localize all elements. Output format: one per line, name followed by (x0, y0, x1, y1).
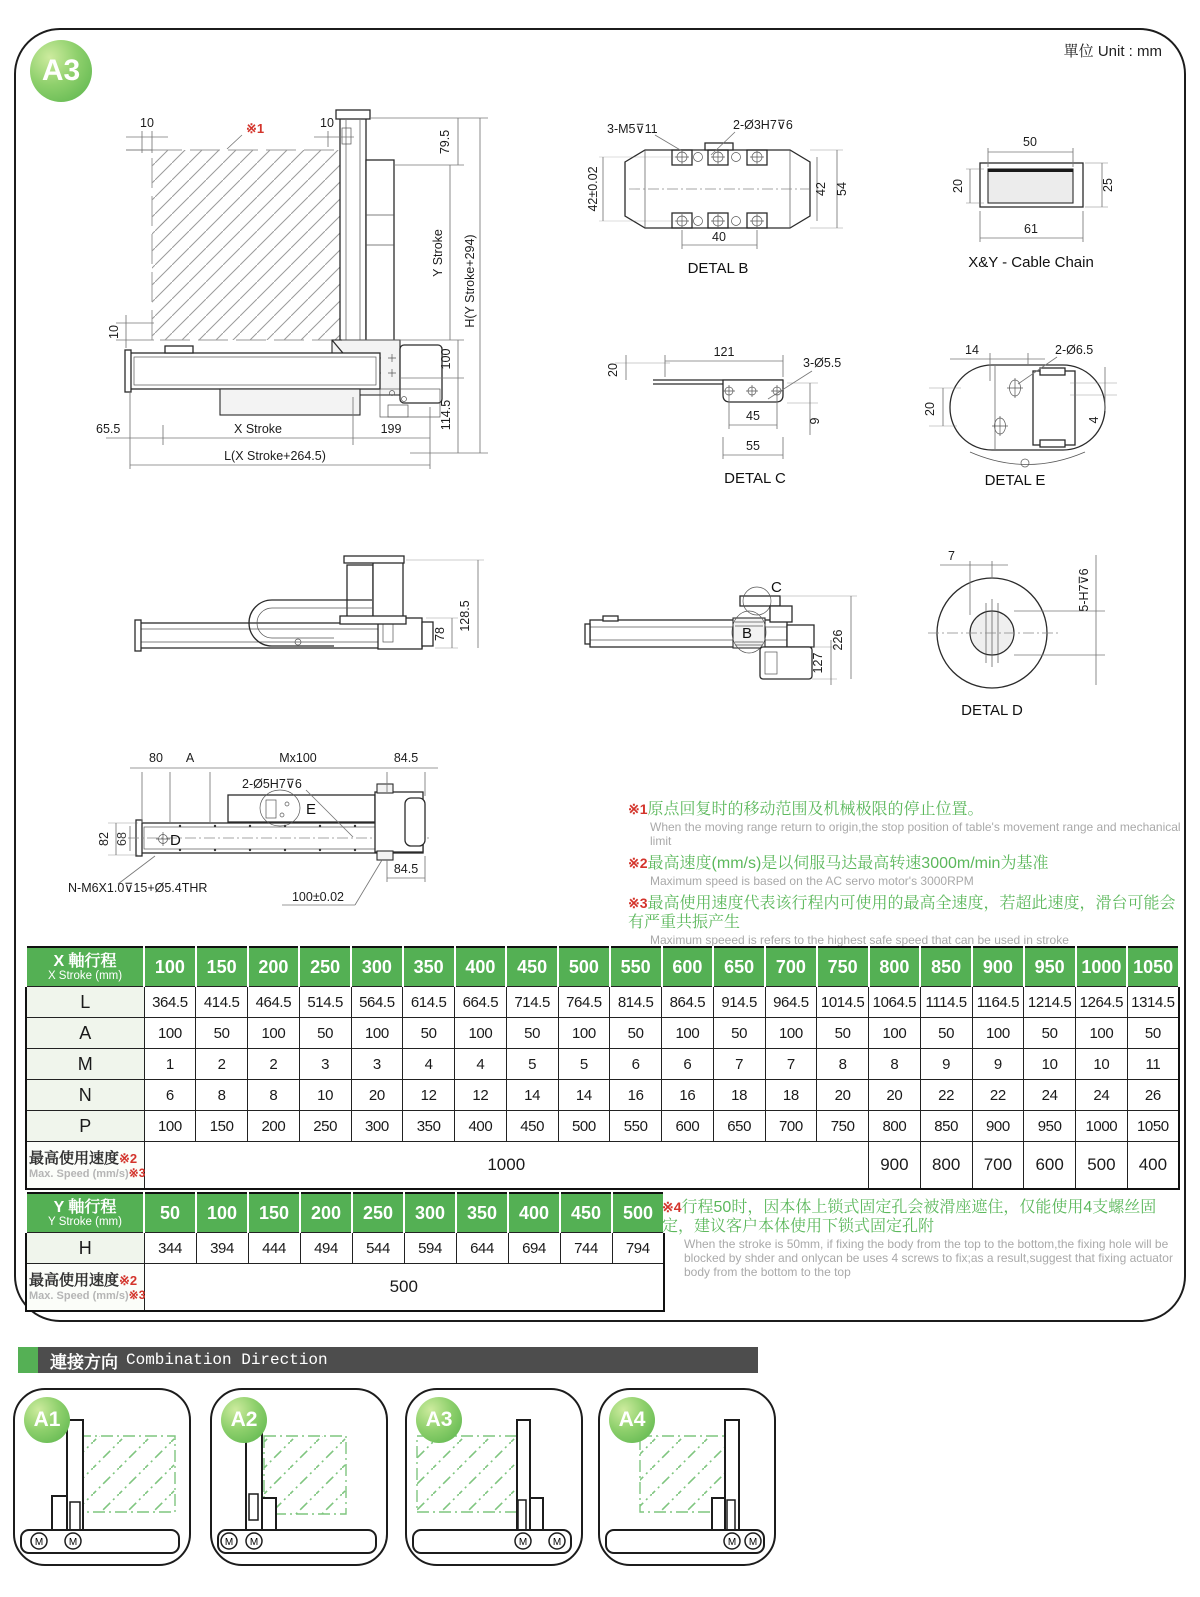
y-column-header: 100 (196, 1193, 248, 1233)
x-cell: 550 (610, 1111, 662, 1142)
x-cell: 750 (817, 1111, 869, 1142)
motor-m-label: M (748, 1537, 758, 1548)
note2-marker: ※2 (119, 1151, 138, 1166)
x-cell: 800 (869, 1111, 921, 1142)
detail-c-dim-121: 121 (713, 345, 735, 359)
x-max-speed-label (26, 1142, 144, 1190)
detail-c-dim-55: 55 (746, 439, 760, 453)
x-cell: 1014.5 (817, 987, 869, 1018)
dim-68: 68 (115, 832, 129, 846)
balloon-e-label: E (306, 801, 317, 818)
x-cell: 50 (506, 1018, 558, 1049)
y-column-header: 500 (612, 1193, 664, 1233)
y-stroke-header-en: Y Stroke (mm) (48, 1215, 122, 1228)
x-cell: 5 (506, 1049, 558, 1080)
x-cell: 24 (1024, 1080, 1076, 1111)
y-max-speed-label (26, 1264, 144, 1312)
x-cell: 1264.5 (1076, 987, 1128, 1018)
x-column-header: 900 (972, 947, 1024, 987)
front-view-drawing (70, 95, 520, 475)
dim-65-5: 65.5 (96, 422, 121, 436)
dim-10-left: 10 (107, 325, 121, 339)
x-cell: 50 (403, 1018, 455, 1049)
x-stroke-header-zh: X 軸行程 (53, 952, 117, 970)
x-max-speed-cell: 800 (920, 1142, 972, 1190)
x-cell: 2 (248, 1049, 300, 1080)
side-b-dim-127: 127 (811, 652, 825, 674)
x-cell: 12 (403, 1080, 455, 1111)
x-cell: 100 (1076, 1018, 1128, 1049)
note-1-en: When the moving range return to origin,the stop position of table's movement range and mechanical limit (650, 820, 1181, 848)
x-cell: 50 (610, 1018, 662, 1049)
top-view-drawing (60, 720, 490, 915)
x-max-speed-cell: 600 (1024, 1142, 1076, 1190)
x-column-header: 400 (455, 947, 507, 987)
x-cell: 850 (920, 1111, 972, 1142)
x-cell: 500 (558, 1111, 610, 1142)
panel-a3-badge: A3 (416, 1397, 462, 1443)
x-cell: 1164.5 (972, 987, 1024, 1018)
x-cell: 22 (972, 1080, 1024, 1111)
chain-dim-61: 61 (1024, 222, 1038, 236)
y-cell: 794 (612, 1233, 664, 1264)
side-view-b-drawing (575, 540, 895, 740)
x-column-header: 850 (920, 947, 972, 987)
chain-dim-20: 20 (951, 179, 965, 193)
x-cell: 100 (248, 1018, 300, 1049)
x-cell: 24 (1076, 1080, 1128, 1111)
x-cell: 2 (196, 1049, 248, 1080)
x-cell: 1000 (1076, 1111, 1128, 1142)
dim-10-top: 10 (140, 116, 154, 130)
x-row-label: P (26, 1111, 144, 1142)
x-cell: 16 (662, 1080, 714, 1111)
x-column-header: 600 (662, 947, 714, 987)
note3-marker: ※3 (128, 1166, 146, 1180)
x-max-speed-label-en: Max. Speed (mm/s)※3 (29, 1166, 146, 1180)
x-cell: 100 (972, 1018, 1024, 1049)
detail-c-holes-label: 3-Ø5.5 (803, 356, 842, 370)
x-column-header: 300 (351, 947, 403, 987)
note-2-zh: ※2最高速度(mm/s)是以伺服马达最高转速3000m/min为基准 (628, 855, 1049, 872)
y-cell: 344 (144, 1233, 196, 1264)
header-green-square (18, 1347, 38, 1373)
note3-marker: ※3 (128, 1288, 146, 1302)
motor-m-label: M (727, 1537, 737, 1548)
x-cell: 1114.5 (920, 987, 972, 1018)
x-max-speed-cell: 900 (869, 1142, 921, 1190)
x-max-speed-cell: 700 (972, 1142, 1024, 1190)
x-max-speed-merged: 1000 (144, 1142, 869, 1190)
balloon-d-label: D (170, 832, 181, 849)
x-cell: 14 (506, 1080, 558, 1111)
side-a-dim-78: 78 (433, 627, 447, 641)
x-cell: 8 (248, 1080, 300, 1111)
x-cell: 50 (196, 1018, 248, 1049)
x-cell: 100 (351, 1018, 403, 1049)
combination-title-en: Combination Direction (126, 1351, 328, 1369)
chain-dim-50: 50 (1023, 135, 1037, 149)
x-cell: 3 (351, 1049, 403, 1080)
y-max-speed-label-zh: 最高使用速度※2 (29, 1272, 138, 1289)
x-cell: 100 (144, 1111, 196, 1142)
x-cell: 6 (144, 1080, 196, 1111)
note-3-en: Maximum speeed is refers to the highest safe speed that can be used in stroke (650, 933, 1069, 947)
x-cell: 814.5 (610, 987, 662, 1018)
x-cell: 6 (662, 1049, 714, 1080)
x-cell: 664.5 (455, 987, 507, 1018)
dim-100-tol: 100±0.02 (291, 890, 345, 904)
panel-a1-badge: A1 (24, 1397, 70, 1443)
x-cell: 20 (351, 1080, 403, 1111)
y-stroke-header-zh: Y 軸行程 (53, 1198, 117, 1216)
note2-marker: ※2 (119, 1273, 138, 1288)
x-column-header: 150 (196, 947, 248, 987)
dim-79-5: 79.5 (438, 129, 452, 155)
detail-b-dowel-label: 2-Ø3H7⊽6 (733, 118, 793, 132)
y-max-speed-merged: 500 (144, 1264, 664, 1312)
x-column-header: 800 (869, 947, 921, 987)
x-cell: 14 (558, 1080, 610, 1111)
note-4-block (662, 1198, 1184, 1285)
x-cell: 9 (972, 1049, 1024, 1080)
x-cell: 11 (1127, 1049, 1179, 1080)
x-cell: 10 (1076, 1049, 1128, 1080)
note-4-zh: ※4行程50时，因本体上锁式固定孔会被滑座遮住，仅能使用4支螺丝固定，建议客户本体使用下锁式固定孔附 (662, 1199, 1157, 1235)
detail-c-dim-20: 20 (606, 363, 620, 377)
x-cell: 700 (765, 1111, 817, 1142)
detail-e-drawing (905, 325, 1185, 490)
x-cell: 100 (765, 1018, 817, 1049)
x-stroke-header-en: X Stroke (mm) (47, 969, 123, 982)
combination-title-zh: 連接方向 (50, 1352, 118, 1372)
y-cell: 744 (560, 1233, 612, 1264)
detail-e-dim-14: 14 (965, 343, 979, 357)
motor-m-label: M (518, 1537, 528, 1548)
motor-m-label: M (224, 1537, 234, 1548)
x-cell: 1314.5 (1127, 987, 1179, 1018)
notes-block (628, 800, 1186, 953)
x-cell: 3 (299, 1049, 351, 1080)
x-cell: 100 (455, 1018, 507, 1049)
y-cell: 394 (196, 1233, 248, 1264)
y-stroke-label: Y Stroke (431, 229, 445, 277)
y-cell: 544 (352, 1233, 404, 1264)
side-a-dim-128-5: 128.5 (458, 600, 472, 632)
x-cell: 50 (817, 1018, 869, 1049)
detail-b-drawing (585, 105, 855, 280)
x-cell: 150 (196, 1111, 248, 1142)
x-cell: 350 (403, 1111, 455, 1142)
dim-84-5-bottom: 84.5 (393, 862, 419, 876)
dim-80: 80 (149, 751, 163, 765)
dim-199: 199 (380, 422, 402, 436)
note-3-marker: ※3 (628, 895, 648, 911)
panel-a2-badge: A2 (221, 1397, 267, 1443)
y-cell: 594 (404, 1233, 456, 1264)
x-cell: 100 (662, 1018, 714, 1049)
x-max-speed-cell: 400 (1127, 1142, 1179, 1190)
combination-panel-a3 (405, 1388, 583, 1566)
x-cell: 12 (455, 1080, 507, 1111)
y-cell: 694 (508, 1233, 560, 1264)
x-row-label: A (26, 1018, 144, 1049)
y-column-header: 300 (404, 1193, 456, 1233)
combination-panel-a4 (598, 1388, 776, 1566)
x-column-header: 950 (1024, 947, 1076, 987)
x-cell: 100 (869, 1018, 921, 1049)
x-stroke-label: X Stroke (234, 422, 282, 436)
y-stroke-table (25, 1192, 665, 1312)
side-b-dim-226: 226 (831, 629, 845, 651)
top-view-dowel-label: 2-Ø5H7⊽6 (242, 777, 302, 791)
x-cell: 9 (920, 1049, 972, 1080)
chain-dim-25: 25 (1101, 178, 1115, 192)
x-cell: 8 (196, 1080, 248, 1111)
x-cell: 16 (610, 1080, 662, 1111)
x-cell: 950 (1024, 1111, 1076, 1142)
combination-panel-a2 (210, 1388, 388, 1566)
balloon-b-label: B (742, 625, 753, 642)
y-stroke-header (26, 1193, 144, 1233)
x-column-header: 450 (506, 947, 558, 987)
x-cell: 50 (299, 1018, 351, 1049)
detail-e-caption: DETAL E (984, 472, 1046, 489)
dim-40: 40 (712, 230, 726, 244)
y-max-speed-label-en: Max. Speed (mm/s)※3 (29, 1288, 146, 1302)
note-4-en: When the stroke is 50mm, if fixing the body from the top to the bottom,the fixing hole will be blocked by shder and onlycan be uses 4 screws to fix;as a result,suggest that fixing actuator body from the bottom to the top (684, 1237, 1173, 1279)
note-2-en: Maximum speed is based on the AC servo motor's 3000RPM (650, 874, 974, 888)
x-column-header: 1050 (1127, 947, 1179, 987)
detail-d-holes-label: 5-H7⊽6 (1077, 568, 1091, 612)
x-column-header: 100 (144, 947, 196, 987)
x-max-speed-cell: 500 (1076, 1142, 1128, 1190)
detail-c-dim-9: 9 (808, 417, 822, 425)
x-cell: 600 (662, 1111, 714, 1142)
x-cell: 22 (920, 1080, 972, 1111)
x-cell: 650 (713, 1111, 765, 1142)
x-row-label: M (26, 1049, 144, 1080)
y-row-label: H (26, 1233, 144, 1264)
x-cell: 20 (869, 1080, 921, 1111)
y-column-header: 150 (248, 1193, 300, 1233)
x-cell: 300 (351, 1111, 403, 1142)
x-stroke-header (26, 947, 144, 987)
panel-a4-badge: A4 (609, 1397, 655, 1443)
detail-e-holes-label: 2-Ø6.5 (1055, 343, 1094, 357)
x-cell: 414.5 (196, 987, 248, 1018)
x-column-header: 750 (817, 947, 869, 987)
x-cell: 4 (403, 1049, 455, 1080)
model-badge-label: A3 (41, 54, 81, 87)
dim-82: 82 (97, 832, 111, 846)
dim-42-tol: 42±0.02 (586, 166, 600, 212)
detail-c-drawing (590, 325, 880, 490)
x-cell: 464.5 (248, 987, 300, 1018)
side-view-a-drawing (120, 530, 520, 680)
y-column-header: 350 (456, 1193, 508, 1233)
x-cell: 1050 (1127, 1111, 1179, 1142)
x-cell: 10 (299, 1080, 351, 1111)
detail-e-dim-4: 4 (1087, 416, 1101, 424)
x-cell: 764.5 (558, 987, 610, 1018)
detail-b-caption: DETAL B (687, 260, 749, 277)
x-cell: 250 (299, 1111, 351, 1142)
note-3-zh: ※3最高使用速度代表该行程内可使用的最高全速度，若超此速度，滑台可能会有严重共振产生 (628, 895, 1176, 931)
x-cell: 50 (713, 1018, 765, 1049)
x-cell: 1064.5 (869, 987, 921, 1018)
x-cell: 26 (1127, 1080, 1179, 1111)
x-column-header: 650 (713, 947, 765, 987)
x-cell: 4 (455, 1049, 507, 1080)
x-column-header: 700 (765, 947, 817, 987)
note1-ref: ※1 (246, 121, 265, 136)
y-column-header: 200 (300, 1193, 352, 1233)
x-cell: 864.5 (662, 987, 714, 1018)
x-column-header: 1000 (1076, 947, 1128, 987)
l-formula-label: L(X Stroke+264.5) (224, 449, 326, 463)
model-badge (30, 40, 92, 102)
x-cell: 614.5 (403, 987, 455, 1018)
x-cell: 964.5 (765, 987, 817, 1018)
x-cell: 100 (144, 1018, 196, 1049)
x-cell: 364.5 (144, 987, 196, 1018)
x-cell: 564.5 (351, 987, 403, 1018)
cable-chain-drawing (930, 115, 1180, 275)
combination-panel-a1 (13, 1388, 191, 1566)
x-cell: 914.5 (713, 987, 765, 1018)
x-cell: 714.5 (506, 987, 558, 1018)
dim-100: 100 (439, 348, 453, 370)
x-cell: 7 (713, 1049, 765, 1080)
x-cell: 8 (817, 1049, 869, 1080)
detail-b-thread-label: 3-M5⊽11 (607, 122, 658, 136)
detail-d-caption: DETAL D (961, 702, 1023, 719)
work-envelope-hatch (152, 150, 342, 340)
x-cell: 5 (558, 1049, 610, 1080)
dim-10-col: 10 (320, 116, 334, 130)
x-cell: 6 (610, 1049, 662, 1080)
y-cell: 644 (456, 1233, 508, 1264)
thread-label: N-M6X1.0⊽15+Ø5.4THR (68, 881, 208, 895)
cable-chain-caption: X&Y - Cable Chain (968, 254, 1094, 271)
note-4-marker: ※4 (662, 1199, 682, 1215)
motor-m-label: M (249, 1537, 259, 1548)
detail-c-dim-45: 45 (746, 409, 760, 423)
x-cell: 18 (765, 1080, 817, 1111)
x-column-header: 200 (248, 947, 300, 987)
x-cell: 200 (248, 1111, 300, 1142)
x-column-header: 250 (299, 947, 351, 987)
x-column-header: 500 (558, 947, 610, 987)
balloon-c-label: C (771, 579, 782, 596)
x-cell: 400 (455, 1111, 507, 1142)
y-cell: 494 (300, 1233, 352, 1264)
motor-m-label: M (552, 1537, 562, 1548)
dim-a: A (185, 751, 195, 765)
x-cell: 50 (1127, 1018, 1179, 1049)
x-cell: 1214.5 (1024, 987, 1076, 1018)
x-cell: 50 (1024, 1018, 1076, 1049)
y-column-header: 400 (508, 1193, 560, 1233)
note-1-marker: ※1 (628, 801, 648, 817)
x-cell: 100 (558, 1018, 610, 1049)
dim-42: 42 (814, 182, 828, 196)
x-cell: 450 (506, 1111, 558, 1142)
y-cell: 444 (248, 1233, 300, 1264)
x-cell: 18 (713, 1080, 765, 1111)
dim-114-5: 114.5 (439, 399, 453, 431)
y-column-header: 50 (144, 1193, 196, 1233)
x-cell: 8 (869, 1049, 921, 1080)
x-stroke-table (25, 946, 1180, 1190)
x-cell: 7 (765, 1049, 817, 1080)
y-column-header: 250 (352, 1193, 404, 1233)
unit-label: 單位 Unit : mm (1063, 43, 1162, 60)
x-max-speed-label-zh: 最高使用速度※2 (29, 1150, 138, 1167)
x-cell: 514.5 (299, 987, 351, 1018)
dim-84-5-top: 84.5 (393, 751, 419, 765)
combination-direction-header (18, 1347, 758, 1373)
x-cell: 50 (920, 1018, 972, 1049)
x-cell: 20 (817, 1080, 869, 1111)
note-1-zh: ※1原点回复时的移动范围及机械极限的停止位置。 (628, 801, 984, 818)
x-column-header: 550 (610, 947, 662, 987)
x-row-label: N (26, 1080, 144, 1111)
h-formula-label: H(Y Stroke+294) (463, 234, 477, 328)
dim-54: 54 (835, 182, 849, 196)
dim-mx100: Mx100 (279, 751, 317, 765)
x-cell: 900 (972, 1111, 1024, 1142)
detail-d-drawing (900, 535, 1160, 725)
detail-d-dim-7: 7 (948, 549, 955, 563)
x-row-label: L (26, 987, 144, 1018)
motor-m-label: M (34, 1537, 44, 1548)
x-cell: 10 (1024, 1049, 1076, 1080)
x-cell: 1 (144, 1049, 196, 1080)
detail-e-dim-20: 20 (923, 402, 937, 416)
detail-c-caption: DETAL C (724, 470, 786, 487)
y-column-header: 450 (560, 1193, 612, 1233)
x-column-header: 350 (403, 947, 455, 987)
motor-m-label: M (68, 1537, 78, 1548)
note-2-marker: ※2 (628, 855, 648, 871)
